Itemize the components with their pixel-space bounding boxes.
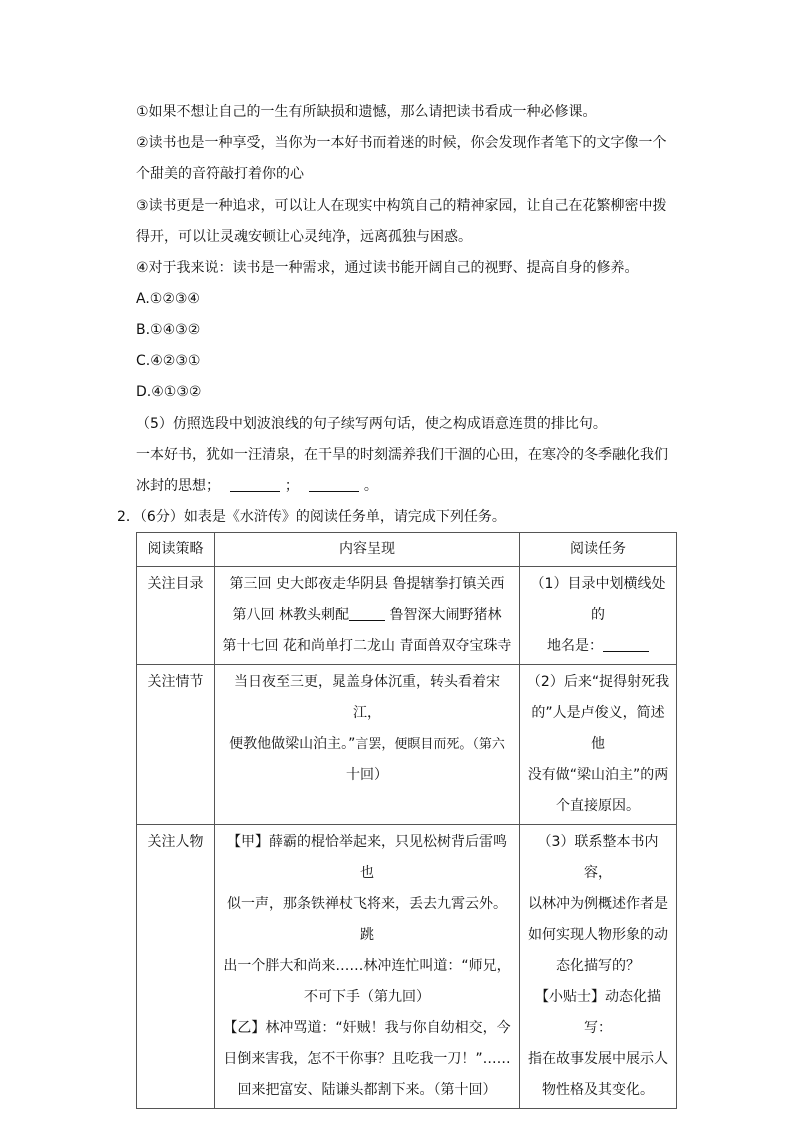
option-1: ①如果不想让自己的一生有所缺损和遗憾，那么请把读书看成一种必修课。 [136, 104, 597, 120]
row3-content [215, 825, 520, 1109]
q5-line-1: 一本好书，犹如一汪清泉，在干旱的时刻濡养我们干涸的心田，在寒冷的冬季融化我们 [136, 447, 668, 463]
header-content: 内容呈现 [215, 533, 520, 567]
row1-chapter8-title: 第八回 林教头刺配 [232, 607, 349, 623]
row1-content-line-1: 第三回 史大郎夜走华阴县 鲁提辖拳打镇关西 [229, 576, 505, 592]
header-strategy: 阅读策略 [137, 533, 215, 567]
row3-content-line-7: 回来把富安、陆谦头都割下来。（第十回） [237, 1082, 497, 1098]
table-row [137, 825, 677, 1109]
row1-place-blank[interactable] [349, 606, 385, 621]
option-3-line-2: 得开，可以让灵魂安顿让心灵纯净，远离孤独与困惑。 [136, 229, 472, 245]
row2-content [215, 665, 520, 825]
q5-prompt: （5）仿照选段中划波浪线的句子续写两句话，使之构成语意连贯的排比句。 [136, 416, 607, 432]
row1-task-line-1: （1）目录中划横线处的 [530, 576, 666, 623]
row1-content-line-2 [221, 600, 513, 631]
reading-task-table [136, 532, 677, 1109]
row2-content-part-a: 便教他做梁山泊主。” [229, 736, 356, 752]
option-2-line-2: 个甜美的音符敲打着你的心 [136, 166, 304, 182]
choice-a: A.①②③④ [136, 291, 200, 307]
choice-b: B.①④③② [136, 322, 201, 338]
row2-task-line-2: 的”人是卢俊义，简述他 [531, 705, 665, 752]
row3-task-line-4: 态化描写的？ [556, 958, 640, 974]
row2-strategy: 关注情节 [137, 665, 215, 825]
row3-content-line-4: 不可下手（第九回） [304, 989, 430, 1005]
q5-line-2 [136, 476, 378, 496]
option-4: ④对于我来说：读书是一种需求，通过读书能开阔自己的视野、提高自身的修养。 [136, 260, 639, 276]
table-row [137, 665, 677, 825]
row3-content-line-3: 出一个胖大和尚来……林冲连忙叫道：“师兄， [223, 958, 511, 974]
choice-c: C.④②③① [136, 353, 201, 369]
option-3-line-1: ③读书更是一种追求，可以让人在现实中构筑自己的精神家园，让自己在花繁柳密中拨 [136, 198, 667, 214]
row3-task-line-7: 物性格及其变化。 [542, 1082, 654, 1098]
q5-line-2-prefix: 冰封的思想； [136, 478, 220, 494]
row3-strategy: 关注人物 [137, 825, 215, 1109]
row3-content-line-6: 日倒来害我，怎不干你事？且吃我一刀！”…… [223, 1051, 511, 1067]
row1-chapter8-second: 鲁智深大闹野猪林 [389, 607, 502, 623]
q5-blank-2[interactable] [309, 477, 359, 492]
question-2-heading: 2．（6分）如表是《水浒传》的阅读任务单，请完成下列任务。 [117, 509, 506, 525]
header-task: 阅读任务 [520, 533, 677, 567]
table-header-row [137, 533, 677, 567]
row2-task-line-3: 没有做“梁山泊主”的两 [527, 767, 669, 783]
row2-task-line-4: 个直接原因。 [556, 798, 640, 814]
row1-content [215, 567, 520, 665]
table-row [137, 567, 677, 665]
row3-task-line-3: 如何实现人物形象的动 [528, 927, 668, 943]
option-2-line-1: ②读书也是一种享受，当你为一本好书而着迷的时候，你会发现作者笔下的文字像一个 [136, 135, 667, 151]
row3-task-line-6: 指在故事发展中展示人 [528, 1051, 668, 1067]
row1-task-line-2 [526, 631, 670, 662]
row3-task-line-5: 【小贴士】动态化描写： [535, 989, 661, 1036]
row3-task-line-2: 以林冲为例概述作者是 [528, 896, 668, 912]
row2-task-line-1: （2）后来“捉得射死我 [526, 674, 670, 690]
row1-content-line-3: 第十七回 花和尚单打二龙山 青面兽双夺宝珠寺 [222, 638, 512, 654]
q5-blank-1[interactable] [230, 477, 280, 492]
q5-separator: ； [284, 478, 299, 494]
row3-task [520, 825, 677, 1109]
row2-content-line-3: 十回） [346, 767, 388, 783]
row1-strategy: 关注目录 [137, 567, 215, 665]
row2-task [520, 665, 677, 825]
row2-content-line-1: 当日夜至三更，晁盖身体沉重，转头看着宋江， [234, 674, 500, 721]
row1-task-label: 地名是： [547, 638, 603, 654]
choice-d: D.④①③② [136, 384, 202, 400]
row3-content-line-1: 【甲】薛霸的棍恰举起来，只见松树背后雷鸣也 [227, 834, 507, 881]
row3-content-line-2: 似一声，那条铁禅杖飞将来，丢去九霄云外。跳 [227, 896, 507, 943]
row3-content-line-5: 【乙】林冲骂道：“奸贼！我与你自幼相交，今 [223, 1020, 511, 1036]
row1-task [520, 567, 677, 665]
row2-content-line-2 [221, 729, 513, 760]
q5-end: 。 [363, 478, 378, 494]
row1-answer-blank[interactable] [603, 637, 649, 652]
row2-content-part-b: 言罢，便瞑目而死。（第六 [355, 737, 505, 752]
row3-task-line-1: （3）联系整本书内容， [537, 834, 659, 881]
